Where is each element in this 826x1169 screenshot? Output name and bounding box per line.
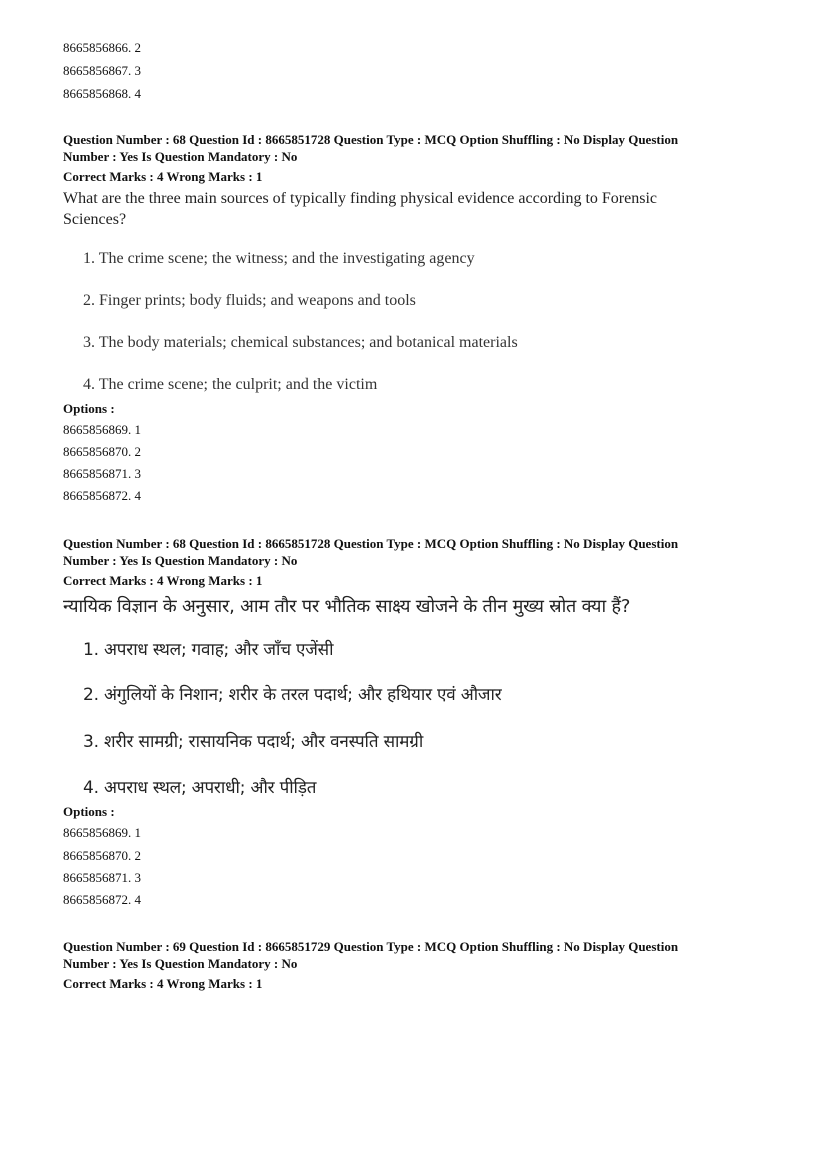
- top-option-2: 8665856867. 3: [63, 63, 141, 78]
- q68-en-meta-line1: Question Number : 68 Question Id : 8665851728 Question Type : MCQ Option Shuffling : No Display Question: [63, 132, 679, 147]
- q68-en-choice-4: 4. The crime scene; the culprit; and the victim: [83, 376, 378, 393]
- q68-en-question-line1: What are the three main sources of typically finding physical evidence according to Forensic: [63, 190, 658, 207]
- q68-hi-choice-1: 1. अपराध स्थल; गवाह; और जाँच एजेंसी: [83, 640, 334, 660]
- q68-hi-marks: Correct Marks : 4 Wrong Marks : 1: [63, 573, 263, 588]
- q68-hi-meta-line1: Question Number : 68 Question Id : 8665851728 Question Type : MCQ Option Shuffling : No Display Question: [63, 536, 679, 551]
- q68-en-option-2: 8665856870. 2: [63, 444, 141, 459]
- q68-en-options-label: Options :: [63, 401, 115, 416]
- q68-hi-choice-3: 3. शरीर सामग्री; रासायनिक पदार्थ; और वनस्पति सामग्री: [83, 732, 424, 752]
- top-option-3: 8665856868. 4: [63, 86, 141, 101]
- top-option-1: 8665856866. 2: [63, 40, 141, 55]
- q68-hi-option-2: 8665856870. 2: [63, 848, 141, 863]
- q68-hi-question: न्यायिक विज्ञान के अनुसार, आम तौर पर भौतिक साक्ष्य खोजने के तीन मुख्य स्रोत क्या हैं?: [63, 596, 631, 617]
- q68-en-choice-2: 2. Finger prints; body fluids; and weapons and tools: [83, 292, 416, 309]
- q68-hi-choice-2: 2. अंगुलियों के निशान; शरीर के तरल पदार्थ; और हथियार एवं औजार: [83, 685, 502, 705]
- q68-en-option-4: 8665856872. 4: [63, 488, 141, 503]
- q69-meta-line2: Number : Yes Is Question Mandatory : No: [63, 956, 298, 971]
- q68-hi-option-4: 8665856872. 4: [63, 892, 141, 907]
- q68-en-meta-line2: Number : Yes Is Question Mandatory : No: [63, 149, 298, 164]
- q68-en-choice-3: 3. The body materials; chemical substances; and botanical materials: [83, 334, 518, 351]
- q68-en-question-line2: Sciences?: [63, 211, 127, 228]
- q68-hi-options-label: Options :: [63, 804, 115, 819]
- q68-hi-meta-line2: Number : Yes Is Question Mandatory : No: [63, 553, 298, 568]
- q68-hi-choice-4: 4. अपराध स्थल; अपराधी; और पीड़ित: [83, 778, 317, 798]
- q69-meta-line1: Question Number : 69 Question Id : 8665851729 Question Type : MCQ Option Shuffling : No Display Question: [63, 939, 679, 954]
- q68-en-option-3: 8665856871. 3: [63, 466, 141, 481]
- q69-marks: Correct Marks : 4 Wrong Marks : 1: [63, 976, 263, 991]
- q68-hi-option-1: 8665856869. 1: [63, 825, 141, 840]
- q68-en-marks: Correct Marks : 4 Wrong Marks : 1: [63, 169, 263, 184]
- q68-en-choice-1: 1. The crime scene; the witness; and the investigating agency: [83, 250, 475, 267]
- q68-en-option-1: 8665856869. 1: [63, 422, 141, 437]
- q68-hi-option-3: 8665856871. 3: [63, 870, 141, 885]
